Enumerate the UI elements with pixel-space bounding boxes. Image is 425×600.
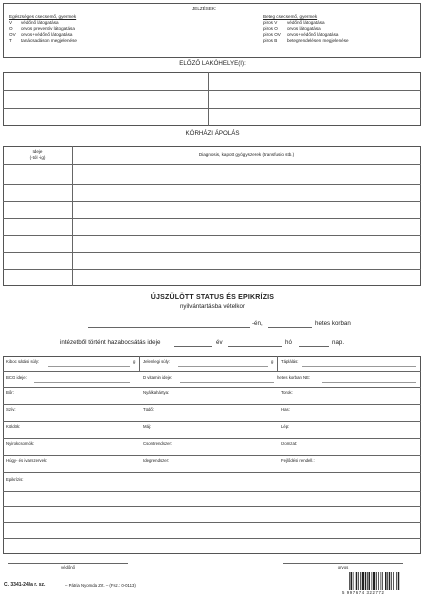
prev-residence-table[interactable] <box>3 72 421 126</box>
sick-item-code: piros O <box>263 26 278 31</box>
table-row-divider <box>3 90 421 91</box>
birth-weight-unit: g <box>133 359 136 364</box>
doctor-signature-line[interactable] <box>283 563 403 564</box>
discharge-month-line[interactable] <box>228 346 282 347</box>
weeks-ne-field[interactable] <box>322 382 416 383</box>
hospital-col1-subheader: (-tól -ig) <box>29 155 46 160</box>
throat-label: Torok: <box>281 390 293 395</box>
spleen-label: Lép: <box>281 424 290 429</box>
current-weight-field[interactable] <box>178 366 268 367</box>
form-code: C. 3341-24/a r. sz. <box>4 582 46 588</box>
muscle-label: Izomzat: <box>281 441 298 446</box>
newborn-subtitle: nyilvántartásba vételkor <box>179 303 245 310</box>
nurse-signature-label: védőnő <box>60 565 76 570</box>
feeding-label: Táplálás: <box>281 359 299 364</box>
nurse-signature-line[interactable] <box>8 563 128 564</box>
barcode-bar <box>369 572 371 590</box>
table-row-divider <box>3 269 421 270</box>
barcode-bar <box>373 572 375 590</box>
table-col-divider <box>139 356 140 371</box>
lymph-label: Nyirokcsomók: <box>6 441 35 446</box>
lung-label: Tüdő: <box>143 407 154 412</box>
navel-label: Köldök: <box>6 424 21 429</box>
barcode-bar <box>381 572 382 590</box>
hospital-col1-header: Ideje <box>32 149 43 154</box>
epicrisis-line[interactable] <box>3 506 421 507</box>
barcode-bar <box>398 572 400 590</box>
registration-weeks-suffix: hetes korban <box>315 320 351 327</box>
barcode-bar <box>356 572 358 590</box>
bcg-field[interactable] <box>34 382 130 383</box>
table-row-divider <box>3 438 421 439</box>
sick-item-text: orvos látogatása <box>287 26 321 31</box>
publisher-info: – Pátria Nyomda Zrt. – (Fsz.: 0-0113) <box>65 582 136 588</box>
bcg-label: BCG ideje: <box>6 375 27 380</box>
barcode-number: 5 997674 322772 <box>342 590 385 595</box>
epicrisis-label: Epikrízis: <box>6 477 24 482</box>
table-row-divider <box>3 371 421 372</box>
newborn-title: ÚJSZÜLÖTT STATUS ÉS EPIKRÍZIS <box>150 294 275 301</box>
signals-title: JELZÉSEK: <box>192 6 217 11</box>
discharge-label: intézetből történt hazabocsátás ideje <box>60 339 161 346</box>
table-col-divider <box>72 146 73 286</box>
healthy-item-code: T <box>9 38 12 43</box>
vitd-label: D vitamin ideje: <box>143 375 173 380</box>
barcode <box>348 572 422 590</box>
barcode-bar <box>349 572 350 590</box>
barcode-bar <box>376 572 377 590</box>
barcode-bar <box>378 572 379 590</box>
barcode-bar <box>358 572 359 590</box>
sick-item-code: piros B <box>263 38 278 43</box>
heart-label: Szív: <box>6 407 16 412</box>
barcode-bar <box>372 572 373 590</box>
healthy-item-text: orvos+védőnő látogatása <box>21 32 73 37</box>
birth-weight-field[interactable] <box>48 366 130 367</box>
abdomen-label: Has: <box>281 407 290 412</box>
barcode-bar <box>396 572 397 590</box>
epicrisis-line[interactable] <box>3 522 421 523</box>
healthy-item-text: tanácsadáson megjelenése <box>21 38 77 43</box>
table-col-divider <box>208 72 209 126</box>
table-row-divider <box>3 455 421 456</box>
table-row-divider <box>3 201 421 202</box>
skin-label: Bőr: <box>6 390 14 395</box>
weeks-ne-label: hetes korban NE: <box>277 375 311 380</box>
table-row-divider <box>3 252 421 253</box>
barcode-bar <box>351 572 353 590</box>
table-row-divider <box>3 164 421 165</box>
table-row-divider <box>3 472 421 473</box>
sick-item-code: piros OV <box>263 32 281 37</box>
healthy-item-text: védőnő látogatása <box>21 20 59 25</box>
development-label: Fejlődési rendell.: <box>281 458 315 463</box>
healthy-item-code: O <box>9 26 13 31</box>
discharge-year-label: év <box>216 339 223 346</box>
registration-date-suffix: -én, <box>252 320 263 327</box>
nervous-label: Idegrendszer: <box>143 458 170 463</box>
doctor-signature-label: orvos <box>337 565 349 570</box>
healthy-item-code: OV <box>9 32 16 37</box>
vitd-field[interactable] <box>180 382 274 383</box>
feeding-field[interactable] <box>302 366 416 367</box>
table-row-divider <box>3 404 421 405</box>
healthy-header: Egészséges csecsemő, gyermek <box>9 14 77 19</box>
table-row-divider <box>3 421 421 422</box>
barcode-bar <box>360 572 361 590</box>
sick-item-text: védőnő látogatása <box>287 20 325 25</box>
table-row-divider <box>3 184 421 185</box>
healthy-item-code: V <box>9 20 13 25</box>
table-row-divider <box>3 108 421 109</box>
prev-residence-title: ELŐZŐ LAKÓHELYE(I): <box>179 60 246 67</box>
birth-weight-label: Kiboc sátási súly: <box>6 359 40 364</box>
barcode-bar <box>393 572 394 590</box>
hospital-title: KÓRHÁZI ÁPOLÁS <box>185 130 240 137</box>
sick-item-code: piros V <box>263 20 278 25</box>
epicrisis-line[interactable] <box>3 538 421 539</box>
urogenital-label: Húgy- és ivarszervek: <box>6 458 48 463</box>
hospital-col2-header: Diagnosis, kapott gyógyszerek (transfusio stb.) <box>198 152 295 157</box>
sick-item-text: orvos+védőnő látogatása <box>287 32 339 37</box>
discharge-day-line[interactable] <box>299 346 329 347</box>
barcode-icon <box>348 572 422 590</box>
barcode-bar <box>389 572 391 590</box>
barcode-bar <box>362 572 364 590</box>
registration-weeks-line[interactable] <box>268 327 312 328</box>
skeleton-label: Csontrendszer: <box>143 441 173 446</box>
current-weight-unit: g <box>271 359 274 364</box>
sick-item-text: betegrendelésen megjelenése <box>287 38 349 43</box>
liver-label: Máj: <box>143 424 152 429</box>
mucosa-label: Nyálkahártya: <box>143 390 170 395</box>
healthy-item-text: orvos preventív látogatása <box>21 26 75 31</box>
registration-date-line[interactable] <box>88 327 250 328</box>
epicrisis-line[interactable] <box>3 491 421 492</box>
discharge-year-line[interactable] <box>174 346 212 347</box>
barcode-bar <box>391 572 392 590</box>
barcode-bar <box>387 572 388 590</box>
discharge-month-label: hó <box>285 339 292 346</box>
table-col-divider <box>277 356 278 371</box>
barcode-bar <box>382 572 383 590</box>
hospital-table[interactable] <box>3 146 421 286</box>
sick-header: Beteg csecsemő, gyermek <box>263 14 318 19</box>
barcode-bar <box>385 572 387 590</box>
table-row-divider <box>3 218 421 219</box>
discharge-day-label: nap. <box>332 339 345 346</box>
current-weight-label: Jelenlegi súly: <box>143 359 170 364</box>
table-row-divider <box>3 235 421 236</box>
barcode-bar <box>365 572 367 590</box>
barcode-bar <box>353 572 354 590</box>
table-row-divider <box>3 387 421 388</box>
barcode-bar <box>367 572 368 590</box>
